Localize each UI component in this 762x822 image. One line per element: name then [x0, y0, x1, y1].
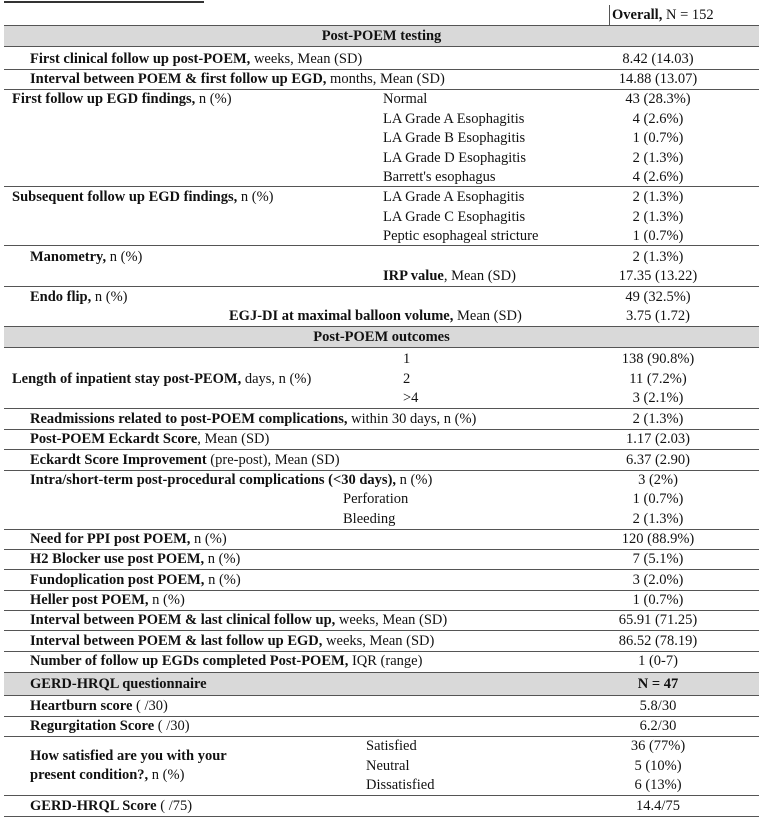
divider [4, 186, 759, 187]
num-egds-value: 1 (0-7) [638, 653, 678, 669]
heartburn-value: 5.8/30 [639, 698, 677, 714]
los-label: Length of inpatient stay post-PEOM, days, n (%) [12, 371, 312, 387]
eckardt-value: 1.17 (2.03) [625, 431, 691, 447]
complications-item-label: Perforation [343, 491, 409, 507]
ppi-label: Need for PPI post POEM, n (%) [30, 531, 227, 547]
num-egds-label: Number of follow up EGDs completed Post-POEM, IQR (range) [30, 653, 423, 669]
egj-di-label: EGJ-DI at maximal balloon volume, Mean (SD) [229, 308, 522, 324]
subsequent-egd-item-value: 2 (1.3%) [632, 189, 684, 205]
irp-label: IRP value, Mean (SD) [383, 268, 516, 284]
subsequent-egd-item-value: 1 (0.7%) [632, 228, 684, 244]
subsequent-egd-item-label: LA Grade A Esophagitis [383, 189, 525, 205]
regurgitation-value: 6.2/30 [639, 718, 677, 734]
subsequent-egd-item-value: 2 (1.3%) [632, 209, 684, 225]
first-clinical-value: 8.42 (14.03) [622, 51, 694, 67]
fundoplication-label: Fundoplication post POEM, n (%) [30, 572, 241, 588]
interval-last-clinical-label: Interval between POEM & last clinical follow up, weeks, Mean (SD) [30, 612, 448, 628]
ppi-value: 120 (88.9%) [621, 531, 695, 547]
endoflip-value: 49 (32.5%) [625, 289, 691, 305]
manometry-value: 2 (1.3%) [632, 249, 684, 265]
first-egd-item-value: 2 (1.3%) [632, 150, 684, 166]
complications-item-label: Bleeding [343, 511, 396, 527]
eckardt-improve-value: 6.37 (2.90) [625, 452, 691, 468]
subsequent-egd-item-label: Peptic esophageal stricture [383, 228, 539, 244]
divider [4, 46, 759, 47]
subsequent-egd-label: Subsequent follow up EGD findings, n (%) [12, 189, 274, 205]
divider [4, 569, 759, 570]
los-item-label: 2 [403, 371, 411, 387]
los-item-value: 11 (7.2%) [629, 371, 687, 387]
egj-di-value: 3.75 (1.72) [625, 308, 691, 324]
satisfaction-item-value: 6 (13%) [634, 777, 682, 793]
complications-label: Intra/short-term post-procedural complications (<30 days), n (%) [30, 472, 433, 488]
first-egd-item-label: Normal [383, 91, 428, 107]
satisfaction-item-label: Satisfied [366, 738, 417, 754]
manometry-label: Manometry, n (%) [30, 249, 143, 265]
satisfaction-label-line2: present condition?, n (%) [30, 767, 185, 783]
irp-value: 17.35 (13.22) [618, 268, 698, 284]
first-egd-item-label: LA Grade D Esophagitis [383, 150, 526, 166]
interval-last-egd-value: 86.52 (78.19) [618, 633, 698, 649]
first-egd-label: First follow up EGD findings, n (%) [12, 91, 232, 107]
first-egd-item-value: 1 (0.7%) [632, 130, 684, 146]
column-separator [609, 5, 610, 25]
readmissions-value: 2 (1.3%) [632, 411, 684, 427]
overall-header: Overall, N = 152 [612, 7, 714, 23]
los-item-label: >4 [403, 390, 419, 406]
gerd-total-label: GERD-HRQL Score ( /75) [30, 798, 193, 814]
divider [4, 245, 759, 246]
fundoplication-value: 3 (2.0%) [632, 572, 684, 588]
satisfaction-item-value: 5 (10%) [634, 758, 682, 774]
divider [4, 630, 759, 631]
first-egd-item-label: Barrett's esophagus [383, 169, 496, 185]
table-top-fragment [4, 1, 204, 3]
h2-value: 7 (5.1%) [632, 551, 684, 567]
regurgitation-label: Regurgitation Score ( /30) [30, 718, 190, 734]
divider [4, 347, 759, 348]
interval-first-egd-label: Interval between POEM & first follow up EGD, months, Mean (SD) [30, 71, 445, 87]
divider [4, 449, 759, 450]
los-item-value: 3 (2.1%) [632, 390, 684, 406]
divider [4, 408, 759, 409]
first-egd-item-value: 4 (2.6%) [632, 111, 684, 127]
eckardt-improve-label: Eckardt Score Improvement (pre-post), Mean (SD) [30, 452, 340, 468]
complications-value: 3 (2%) [638, 472, 678, 488]
divider [4, 795, 759, 796]
subsequent-egd-item-label: LA Grade C Esophagitis [383, 209, 526, 225]
satisfaction-item-value: 36 (77%) [630, 738, 686, 754]
complications-item-value: 2 (1.3%) [632, 511, 684, 527]
endoflip-label: Endo flip, n (%) [30, 289, 128, 305]
first-egd-item-value: 43 (28.3%) [625, 91, 691, 107]
gerd-total-value: 14.4/75 [636, 798, 680, 814]
satisfaction-item-label: Neutral [366, 758, 410, 774]
los-item-value: 138 (90.8%) [621, 351, 695, 367]
satisfaction-label-line1: How satisfied are you with your [30, 748, 227, 764]
first-egd-item-label: LA Grade A Esophagitis [383, 111, 525, 127]
interval-first-egd-value: 14.88 (13.07) [618, 71, 698, 87]
heartburn-label: Heartburn score ( /30) [30, 698, 168, 714]
h2-label: H2 Blocker use post POEM, n (%) [30, 551, 241, 567]
section-title-testing: Post-POEM testing [321, 28, 442, 44]
divider [4, 286, 759, 287]
divider [4, 816, 759, 817]
first-egd-item-value: 4 (2.6%) [632, 169, 684, 185]
heller-label: Heller post POEM, n (%) [30, 592, 185, 608]
first-egd-item-label: LA Grade B Esophagitis [383, 130, 526, 146]
heller-value: 1 (0.7%) [632, 592, 684, 608]
readmissions-label: Readmissions related to post-POEM complications, within 30 days, n (%) [30, 411, 477, 427]
first-clinical-label: First clinical follow up post-POEM, weeks, Mean (SD) [30, 51, 363, 67]
satisfaction-item-label: Dissatisfied [366, 777, 435, 793]
eckardt-label: Post-POEM Eckardt Score, Mean (SD) [30, 431, 270, 447]
gerd-n: N = 47 [637, 676, 679, 692]
interval-last-clinical-value: 65.91 (71.25) [618, 612, 698, 628]
interval-last-egd-label: Interval between POEM & last follow up EGD, weeks, Mean (SD) [30, 633, 435, 649]
section-title-gerd: GERD-HRQL questionnaire [30, 676, 207, 692]
los-item-label: 1 [403, 351, 411, 367]
section-title-outcomes: Post-POEM outcomes [313, 329, 450, 345]
complications-item-value: 1 (0.7%) [632, 491, 684, 507]
divider [4, 695, 759, 696]
